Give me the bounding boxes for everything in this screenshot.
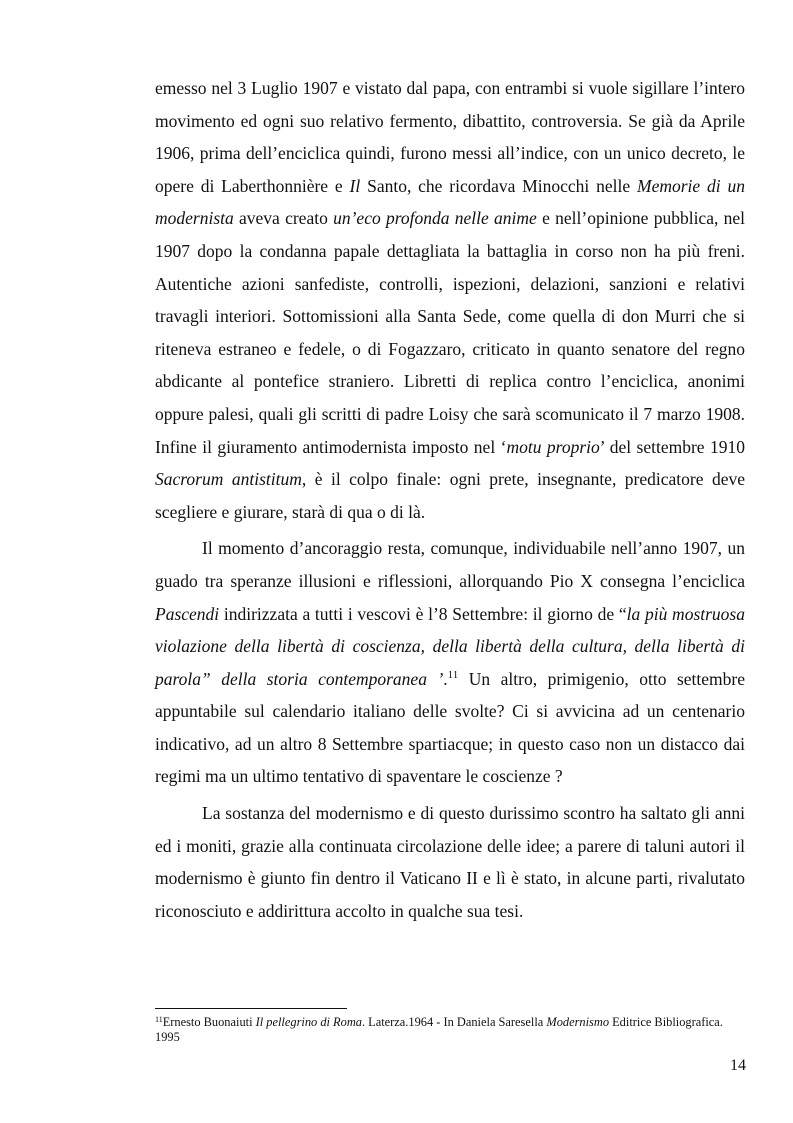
text-run: La sostanza del modernismo e di questo durissimo scontro ha saltato gli anni ed i moniti, grazie alla continuata circolazione delle idee; a parere di taluni autori il modernismo è giunto fin dentro il Vaticano II e lì è stato, in alcune parti, rivalutato riconosciuto e addirittura accolto in qualche sua tesi. [155,803,745,921]
text-run: Un altro, primigenio, otto settembre appuntabile sul calendario italiano delle svolte? Ci si avvicina ad un centenario indicativo, ad un altro 8 Settembre spartiacque; in questo caso non un distacco dai regimi ma un ultimo tentativo di spaventare le coscienze ? [155,668,745,787]
italic-text: Il pellegrino di Roma [255,1015,362,1029]
text-run: e nell’opinione pubblica, nel 1907 dopo la condanna papale dettagliata la battaglia in corso non ha più freni. Autentiche azioni sanfediste, controlli, ispezioni, delazioni, sanzioni e relativi travagli interiori. Sottomissioni alla Santa Sede, come quella di don Murri che si riteneva estraneo e fedele, o di Fogazzaro, criticato in quanto senatore del regno abdicante al pontefice straniero. Libretti di replica contro l’enciclica, anonimi oppure palesi, quali gli scritti di padre Loisy che sarà scomunicato il 7 marzo 1908. Infine il giuramento antimodernista imposto nel ‘ [155,208,745,457]
italic-text: la più mostruosa violazione della libertà di coscienza, della libertà della cultura, della libertà di parola” della storia contemporanea ’ [155,603,745,689]
italic-text: motu proprio [506,436,600,457]
italic-text: un’eco profonda nelle anime [333,208,537,229]
text-run: Il momento d’ancoraggio resta, comunque, individuabile nell’anno 1907, un guado tra speranze illusioni e riflessioni, allorquando Pio X consegna l’enciclica [155,538,745,591]
body-text [155,72,745,927]
text-run: aveva creato [233,208,334,229]
paragraph-2 [155,532,745,793]
text-run: indirizzata a tutti i vescovi è l’8 Settembre: il giorno de “ [219,603,627,624]
footnote-reference: 11 [447,668,459,681]
footnote-text [155,1015,723,1044]
footnote-separator [155,1008,347,1009]
italic-text: Memorie di un modernista [155,175,745,229]
text-run: Santo, che ricordava Minocchi nelle [360,175,637,196]
italic-text: Sacrorum antistitum [155,469,302,490]
page-number: 14 [730,1057,746,1074]
text-run: . [443,668,448,689]
paragraph-3 [155,797,745,927]
footnote-marker: 11 [155,1015,163,1024]
paragraph-1 [155,72,745,528]
text-run: , è il colpo finale: ogni prete, insegnante, predicatore deve scegliere e giurare, starà di qua o di là. [155,469,746,522]
footnote [155,1015,745,1045]
text-run: Ernesto Buonaiuti [162,1015,256,1029]
text-run: Editrice Bibliografica. 1995 [155,1015,723,1044]
italic-text: Modernismo [546,1015,610,1029]
text-run: emesso nel 3 Luglio 1907 e vistato dal papa, con entrambi si vuole sigillare l’intero movimento ed ogni suo relativo fermento, dibattito, controversia. Se già da Aprile 1906, prima dell’enciclica quindi, furono messi all’indice, con un unico decreto, le opere di Laberthonnière e [155,78,745,196]
italic-text: Il [349,175,361,196]
text-run: . Laterza.1964 - In Daniela Saresella [361,1015,547,1029]
italic-text: Pascendi [155,603,220,624]
text-run: ’ del settembre 1910 [599,436,746,457]
